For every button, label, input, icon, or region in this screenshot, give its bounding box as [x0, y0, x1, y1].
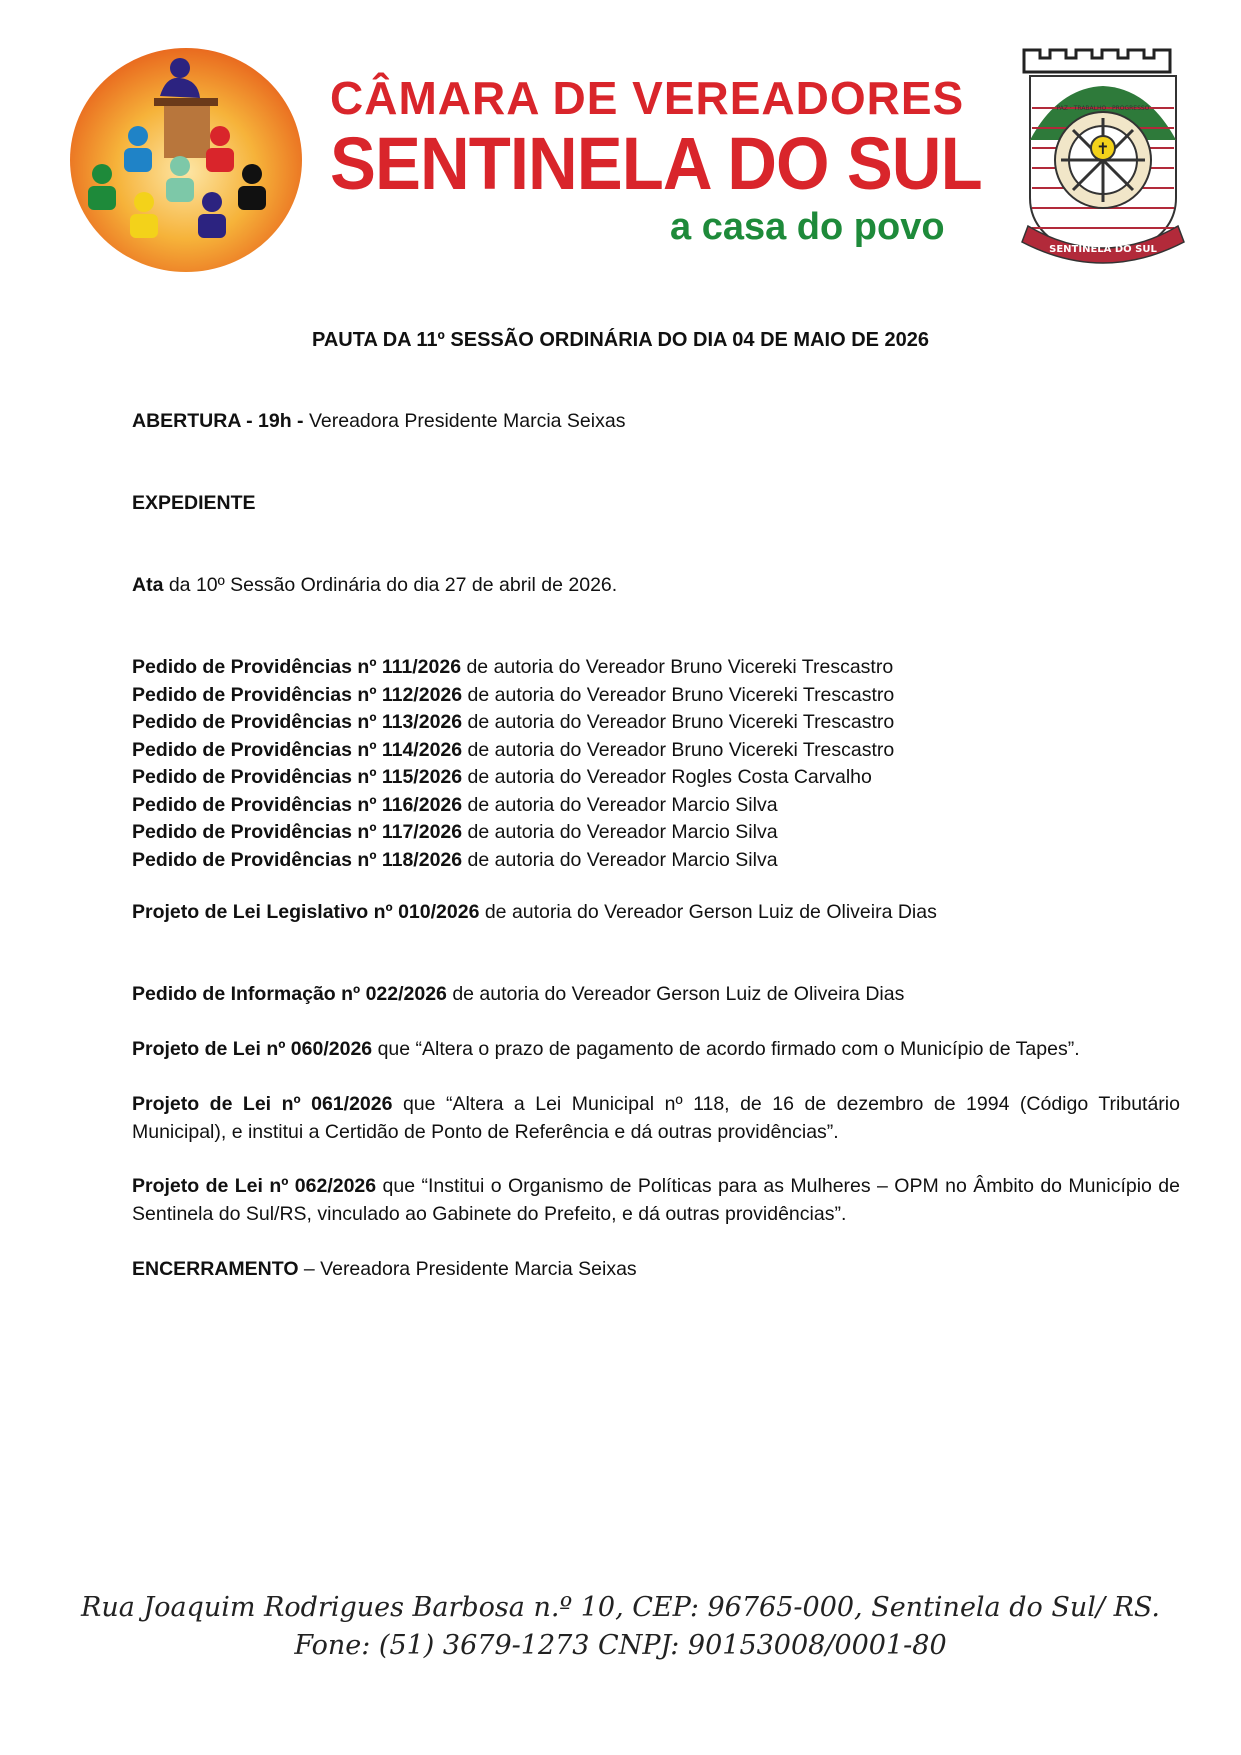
pedido-label: Pedido de Providências nº 113/2026 [132, 711, 463, 733]
pedido-label: Pedido de Providências nº 115/2026 [132, 766, 463, 788]
projeto-lei-060 [132, 1036, 1180, 1064]
list-item [132, 709, 1180, 737]
pedido-label: Pedido de Providências nº 116/2026 [132, 793, 463, 816]
header-line-slogan: a casa do povo [670, 206, 945, 248]
header-line-camara: CÂMARA DE VEREADORES [330, 72, 965, 124]
encerramento-text: – Vereadora Presidente Marcia Seixas [298, 1258, 637, 1280]
pedido-informacao-label: Pedido de Informação nº 022/2026 [132, 983, 447, 1005]
abertura-line [132, 408, 1180, 436]
encerramento-label: ENCERRAMENTO [132, 1258, 299, 1280]
svg-text:✝: ✝ [1096, 139, 1110, 158]
abertura-label: ABERTURA - 19h - [132, 410, 304, 432]
pedido-text: de autoria do Vereador Bruno Vicereki Trescastro [462, 711, 895, 733]
pedido-informacao-line [132, 981, 1180, 1009]
projeto-lei-062 [132, 1173, 1180, 1228]
projeto-legislativo-line [132, 899, 1180, 927]
pedido-label: Pedido de Providências nº 114/2026 [132, 738, 463, 761]
expediente-label: EXPEDIENTE [132, 492, 256, 514]
crest-ribbon-text: SENTINELA DO SUL [1049, 244, 1157, 255]
pedido-text: de autoria do Vereador Marcio Silva [462, 821, 778, 843]
pedido-text: de autoria do Vereador Bruno Vicereki Trescastro [462, 683, 895, 706]
pedidos-list [132, 654, 1180, 874]
camara-logo [68, 46, 304, 274]
footer-contact: Fone: (51) 3679-1273 CNPJ: 90153008/0001-80 [294, 1630, 947, 1661]
document-title: PAUTA DA 11º SESSÃO ORDINÁRIA DO DIA 04 DE MAIO DE 2026 [311, 329, 930, 351]
projeto-legislativo-text: de autoria do Vereador Gerson Luiz de Oliveira Dias [479, 901, 937, 923]
pedido-informacao-text: de autoria do Vereador Gerson Luiz de Oliveira Dias [446, 983, 905, 1005]
header-line-sentinela: SENTINELA DO SUL [330, 122, 982, 205]
list-item [132, 847, 1180, 875]
footer-address: Rua Joaquim Rodrigues Barbosa n.º 10, CEP: 96765-000, Sentinela do Sul/ RS. [80, 1592, 1161, 1623]
pedido-label: Pedido de Providências nº 117/2026 [132, 821, 463, 843]
list-item [132, 737, 1180, 765]
projeto-text: que “Altera a Lei Municipal nº 118, de 16 de dezembro de 1994 (Código Tributário Municipal), e institui a Certidão de Ponto de Referência e dá outras providências”. [132, 1093, 1180, 1143]
ata-line [132, 572, 1180, 600]
list-item [132, 682, 1180, 710]
projeto-text: que “Altera o prazo de pagamento de acordo firmado com o Município de Tapes”. [372, 1038, 1080, 1060]
pedido-label: Pedido de Providências nº 112/2026 [132, 683, 463, 706]
encerramento-line [132, 1256, 1180, 1284]
projeto-text: que “Institui o Organismo de Políticas para as Mulheres – OPM no Âmbito do Município de Sentinela do Sul/RS, vinculado ao Gabinete do Prefeito, e dá outras providências”. [132, 1175, 1180, 1225]
expediente-heading [132, 490, 1180, 518]
list-item [132, 654, 1180, 682]
projeto-label: Projeto de Lei nº 061/2026 [132, 1093, 393, 1115]
projeto-lei-061 [132, 1091, 1180, 1146]
projeto-label: Projeto de Lei nº 060/2026 [132, 1038, 373, 1060]
list-item [132, 819, 1180, 847]
pedido-label: Pedido de Providências nº 111/2026 [132, 656, 462, 678]
pedido-text: de autoria do Vereador Bruno Vicereki Trescastro [461, 656, 894, 678]
pedido-text: de autoria do Vereador Marcio Silva [462, 793, 778, 816]
abertura-text: Vereadora Presidente Marcia Seixas [303, 410, 626, 432]
crest-motto: PAZ · TRABALHO · PROGRESSO [1056, 105, 1150, 112]
list-item [132, 792, 1180, 820]
projeto-label: Projeto de Lei nº 062/2026 [132, 1175, 377, 1197]
pedido-text: de autoria do Vereador Marcio Silva [462, 848, 778, 871]
pedido-label: Pedido de Providências nº 118/2026 [132, 848, 463, 871]
ata-label: Ata [132, 574, 164, 596]
ata-text: da 10º Sessão Ordinária do dia 27 de abril de 2026. [163, 574, 618, 596]
municipal-crest [1018, 48, 1188, 270]
list-item [132, 764, 1180, 792]
pedido-text: de autoria do Vereador Rogles Costa Carvalho [462, 766, 872, 788]
pedido-text: de autoria do Vereador Bruno Vicereki Trescastro [462, 738, 895, 761]
header-title [330, 72, 990, 248]
projeto-legislativo-label: Projeto de Lei Legislativo nº 010/2026 [132, 901, 480, 923]
